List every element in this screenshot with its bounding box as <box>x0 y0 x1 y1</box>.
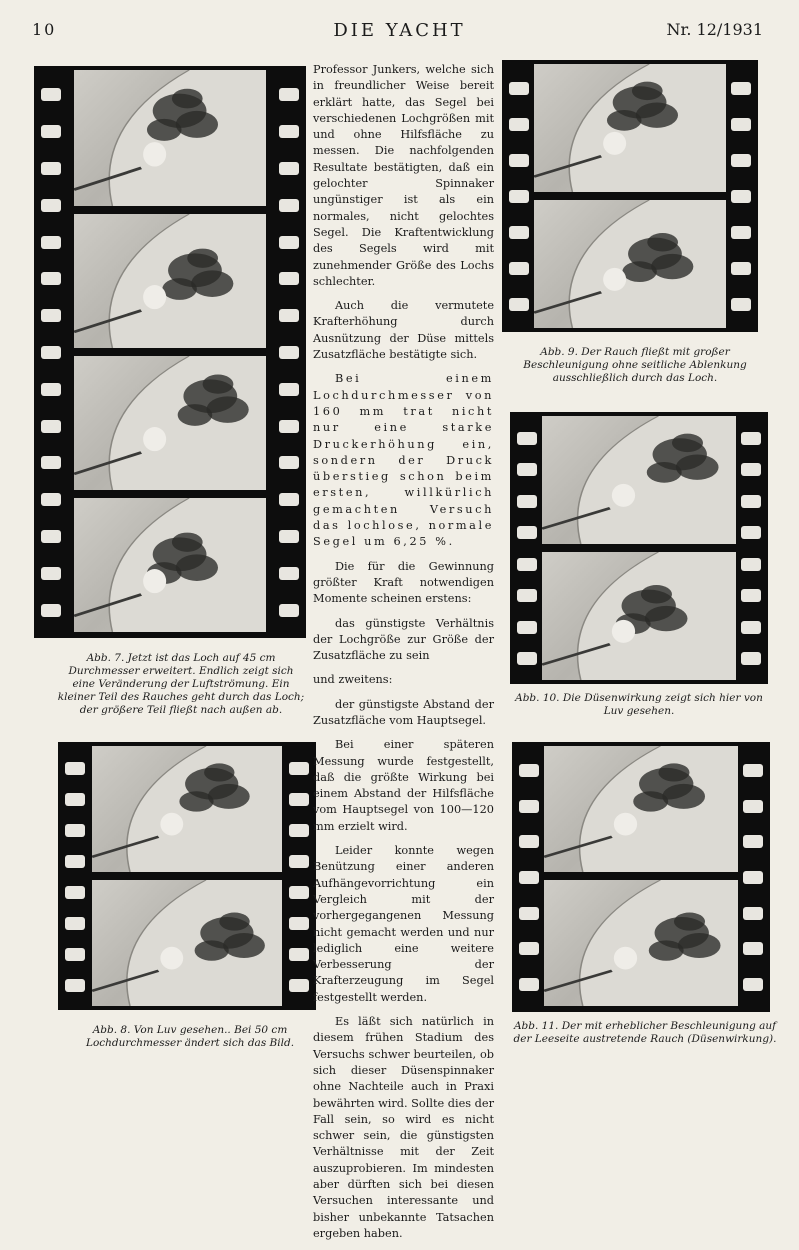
paragraph-7: der günstigste Abstand der Zusatzfläche vom Hauptsegel. <box>313 697 494 727</box>
sprocket-hole <box>741 652 761 665</box>
sprocket-hole <box>279 346 299 359</box>
sprocket-hole <box>741 558 761 571</box>
sprocket-hole <box>509 190 529 203</box>
paragraph-10: Es läßt sich natürlich in diesem frühen Stadium des Versuchs schwer beurteilen, ob sich dieser Düsenspinnaker ohne Nachteile auch in Praxi bewährten wird. Sollte dies der Fall sein, so wird es nicht schwer sein, die günstigsten Verhältnisse mit der Zeit auszuprobieren. Im mindesten aber dürften sich bei diesen Versuchen interessante und bisher unbekannte Tatsachen ergeben haben. <box>313 1015 495 1240</box>
sprocket-hole <box>65 886 85 899</box>
sail-photo-graphic <box>542 552 736 680</box>
figure-8-frame-1 <box>92 746 282 872</box>
sprocket-hole <box>289 793 309 806</box>
figure-11-filmstrip <box>512 742 770 1012</box>
sprocket-hole <box>279 162 299 175</box>
sprocket-hole <box>289 855 309 868</box>
sprocket-hole <box>41 604 61 617</box>
sprocket-hole <box>731 82 751 95</box>
sprocket-hole <box>519 871 539 884</box>
figure-10-filmstrip <box>510 412 768 684</box>
sprocket-hole <box>517 495 537 508</box>
issue-number: Nr. 12/1931 <box>666 20 763 39</box>
figure-8-caption: Abb. 8. Von Luv gesehen.. Bei 50 cm Lochdurchmesser ändert sich das Bild. <box>85 1024 295 1049</box>
figure-7-frame-2 <box>74 214 266 348</box>
sprocket-hole <box>279 199 299 212</box>
sprocket-hole <box>517 526 537 539</box>
sail-photo-graphic <box>74 214 266 348</box>
sprocket-hole <box>509 82 529 95</box>
sprocket-hole <box>41 567 61 580</box>
sprocket-hole <box>743 871 763 884</box>
page-number: 10 <box>32 20 57 39</box>
sprocket-hole <box>279 604 299 617</box>
figure-10-frame-1 <box>542 416 736 544</box>
sprocket-hole <box>41 493 61 506</box>
paragraph-6: und zweitens: <box>313 673 393 687</box>
paragraph-4: Die für die Gewinnung größter Kraft notwendigen Momente scheinen erstens: <box>313 559 494 606</box>
sail-photo-graphic <box>544 746 738 872</box>
sprocket-hole <box>509 118 529 131</box>
sprocket-hole <box>743 764 763 777</box>
figure-11-frame-2 <box>544 880 738 1006</box>
sprocket-hole <box>517 558 537 571</box>
sprocket-hole <box>741 621 761 634</box>
sprocket-hole <box>743 907 763 920</box>
sail-photo-graphic <box>534 200 726 328</box>
sprocket-hole <box>41 162 61 175</box>
sprocket-hole <box>65 762 85 775</box>
sprocket-hole <box>65 948 85 961</box>
sprocket-hole <box>41 530 61 543</box>
sprocket-hole <box>731 262 751 275</box>
sprocket-hole <box>279 383 299 396</box>
magazine-title: DIE YACHT <box>333 20 466 41</box>
figure-7-frame-4 <box>74 498 266 632</box>
sail-photo-graphic <box>534 64 726 192</box>
figure-9-frame-2 <box>534 200 726 328</box>
sprocket-hole <box>743 942 763 955</box>
sprocket-hole <box>731 118 751 131</box>
sprocket-hole <box>519 835 539 848</box>
sprocket-hole <box>509 298 529 311</box>
sprocket-hole <box>289 917 309 930</box>
sprocket-hole <box>741 463 761 476</box>
sprocket-hole <box>65 824 85 837</box>
sprocket-hole <box>741 432 761 445</box>
paragraph-5: das günstigste Verhältnis der Lochgröße zur Größe der Zusatzfläche zu sein <box>313 616 494 663</box>
sail-photo-graphic <box>74 498 266 632</box>
sprocket-hole <box>509 262 529 275</box>
sprocket-hole <box>731 226 751 239</box>
sprocket-hole <box>741 495 761 508</box>
sprocket-hole <box>279 420 299 433</box>
figure-8-filmstrip <box>58 742 316 1010</box>
sprocket-hole <box>41 236 61 249</box>
figure-7-frame-3 <box>74 356 266 490</box>
figure-8-frame-2 <box>92 880 282 1006</box>
figure-7-frame-1 <box>74 70 266 206</box>
figure-9-filmstrip <box>502 60 758 332</box>
figure-11-caption: Abb. 11. Der mit erheblicher Beschleunigung auf der Leeseite austretende Rauch (Düsenwirkung). <box>513 1020 777 1045</box>
figure-7-filmstrip <box>34 66 306 638</box>
sail-photo-graphic <box>92 880 282 1006</box>
sprocket-hole <box>289 948 309 961</box>
sprocket-hole <box>279 567 299 580</box>
sprocket-hole <box>41 346 61 359</box>
sprocket-hole <box>517 432 537 445</box>
sprocket-hole <box>279 88 299 101</box>
figure-9-frame-1 <box>534 64 726 192</box>
sprocket-hole <box>41 125 61 138</box>
sprocket-hole <box>65 917 85 930</box>
sprocket-hole <box>519 978 539 991</box>
sprocket-hole <box>41 383 61 396</box>
sprocket-hole <box>743 800 763 813</box>
sail-photo-graphic <box>74 356 266 490</box>
sprocket-hole <box>743 835 763 848</box>
paragraph-1: Professor Junkers, welche sich in freundlicher Weise bereit erklärt hatte, das Segel bei verschiedenen Lochgrößen mit und ohne Hilfsfläche zu messen. Die nachfolgenden Resultate bestätigten, daß ein gelochter Spinnaker ungünstiger ist als ein normales, nicht gelochtes Segel. Die Kraftentwicklung des Segels wird mit zunehmender Größe des Lochs schlechter. <box>313 63 494 288</box>
sprocket-hole <box>519 942 539 955</box>
sprocket-hole <box>279 236 299 249</box>
paragraph-8: Bei einer späteren Messung wurde festgestellt, daß die größte Wirkung bei einem Abstand der Hilfsfläche vom Hauptsegel von 100—120 mm erzielt wird. <box>313 738 494 833</box>
sprocket-hole <box>279 125 299 138</box>
sail-photo-graphic <box>544 880 738 1006</box>
sprocket-hole <box>65 793 85 806</box>
paragraph-2: Auch die vermutete Krafterhöhung durch Ausnützung der Düse mittels Zusatzfläche bestätigte sich. <box>313 299 494 362</box>
sprocket-hole <box>41 88 61 101</box>
sprocket-hole <box>731 154 751 167</box>
sprocket-hole <box>289 762 309 775</box>
sprocket-hole <box>517 652 537 665</box>
sprocket-hole <box>517 589 537 602</box>
figure-10-frame-2 <box>542 552 736 680</box>
sail-photo-graphic <box>92 746 282 872</box>
figure-7-caption: Abb. 7. Jetzt ist das Loch auf 45 cm Durchmesser erweitert. Endlich zeigt sich eine Veränderung der Luftströmung. Ein kleiner Teil des Rauches geht durch das Loch; der größere Teil fließt nach außen ab. <box>57 652 305 716</box>
sprocket-hole <box>279 456 299 469</box>
sprocket-hole <box>509 154 529 167</box>
sprocket-hole <box>289 979 309 992</box>
sprocket-hole <box>517 621 537 634</box>
article-text-column <box>313 62 494 1250</box>
sprocket-hole <box>289 886 309 899</box>
sprocket-hole <box>279 272 299 285</box>
sprocket-hole <box>517 463 537 476</box>
sprocket-hole <box>519 907 539 920</box>
sprocket-hole <box>741 589 761 602</box>
sprocket-hole <box>743 978 763 991</box>
figure-11-frame-1 <box>544 746 738 872</box>
paragraph-3: Bei einem Lochdurchmesser von 160 mm trat nicht nur eine starke Druckerhöhung ein, sondern der Druck überstieg schon beim ersten, willkürlich gemachten Versuch das lochlose, normale Segel um 6,25 %. <box>313 372 494 549</box>
sprocket-hole <box>41 456 61 469</box>
sprocket-hole <box>519 764 539 777</box>
sprocket-hole <box>41 420 61 433</box>
paragraph-9: Leider konnte wegen Benützung einer anderen Aufhängevorrichtung ein Vergleich mit der vorhergegangenen Messung nicht gemacht werden und nur lediglich eine weitere Verbesserung der Krafterzeugung im Segel festgestellt werden. <box>313 844 494 1004</box>
figure-9-caption: Abb. 9. Der Rauch fließt mit großer Beschleunigung ohne seitliche Ablenkung ausschließlich durch das Loch. <box>523 346 747 384</box>
sprocket-hole <box>279 309 299 322</box>
figure-10-caption: Abb. 10. Die Düsenwirkung zeigt sich hier von Luv gesehen. <box>515 692 763 717</box>
sprocket-hole <box>41 272 61 285</box>
sprocket-hole <box>65 979 85 992</box>
sprocket-hole <box>289 824 309 837</box>
sail-photo-graphic <box>542 416 736 544</box>
sprocket-hole <box>41 199 61 212</box>
sprocket-hole <box>519 800 539 813</box>
sprocket-hole <box>41 309 61 322</box>
sprocket-hole <box>279 530 299 543</box>
sprocket-hole <box>741 526 761 539</box>
sprocket-hole <box>279 493 299 506</box>
sprocket-hole <box>731 298 751 311</box>
sprocket-hole <box>509 226 529 239</box>
sprocket-hole <box>731 190 751 203</box>
sail-photo-graphic <box>74 70 266 206</box>
sprocket-hole <box>65 855 85 868</box>
